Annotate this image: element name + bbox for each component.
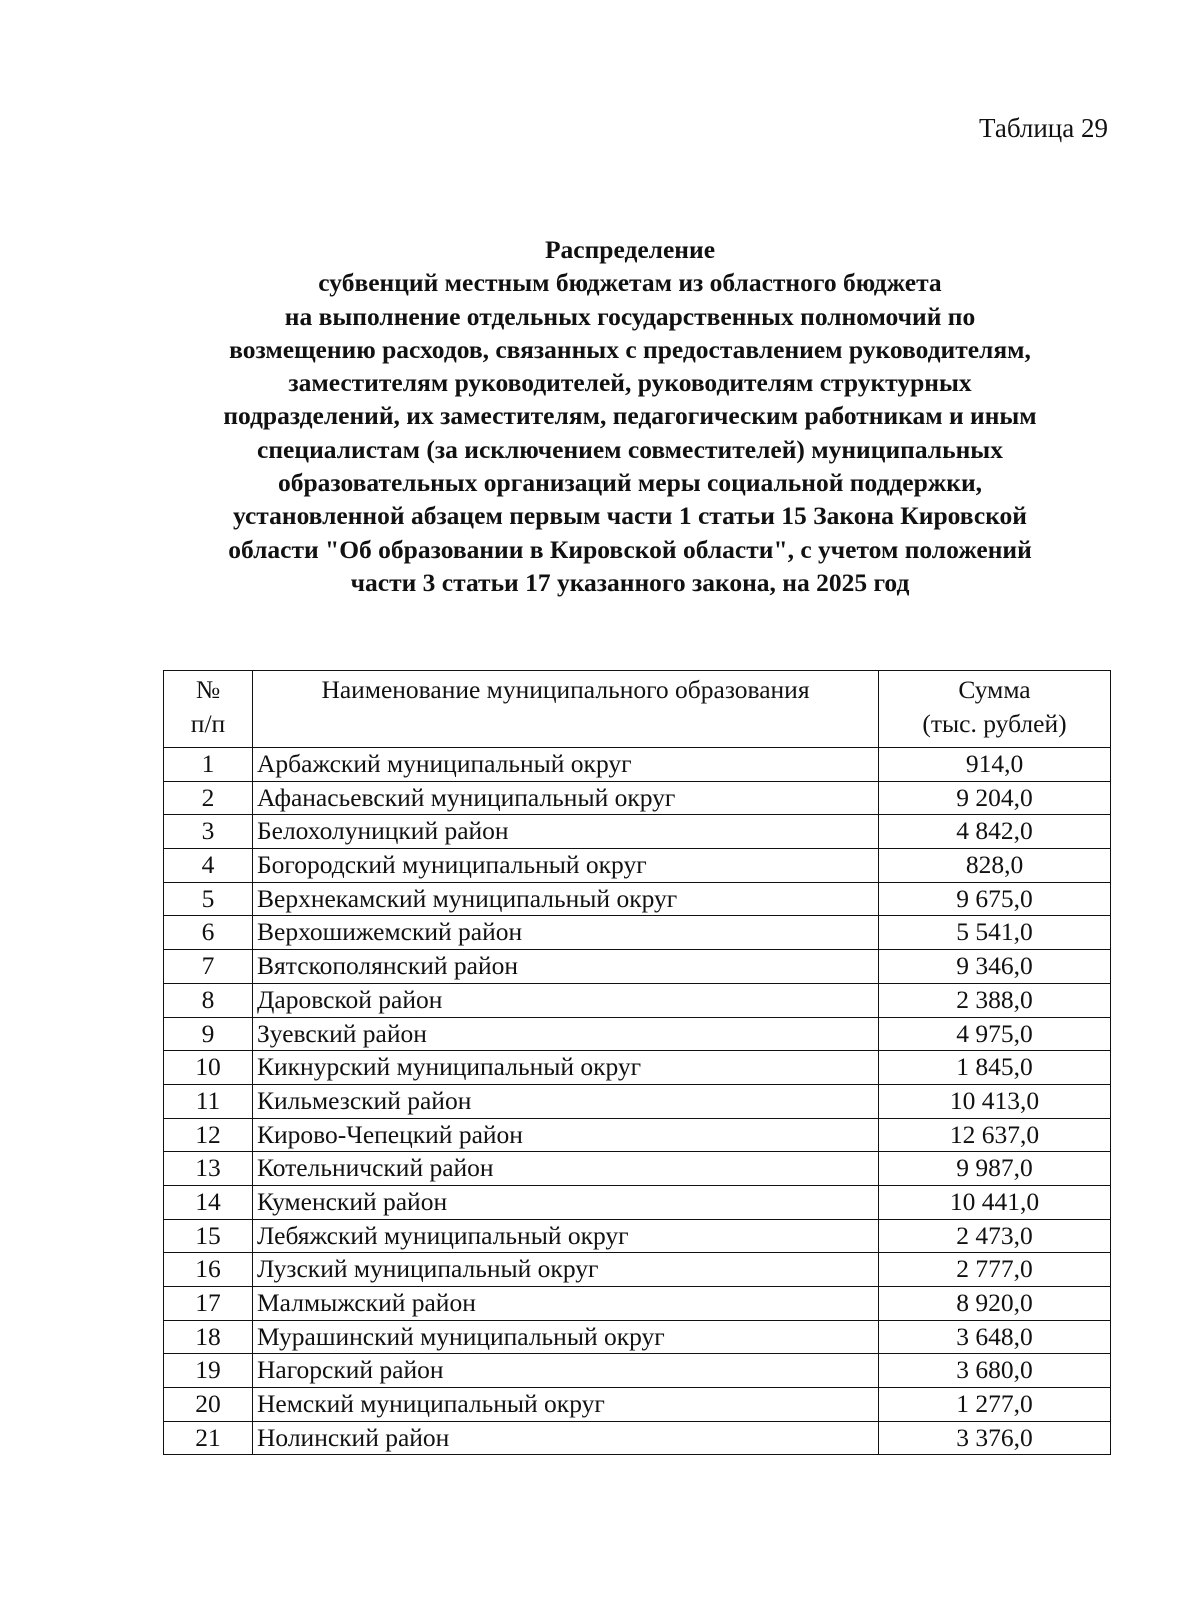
table-row <box>164 781 1111 815</box>
municipality-name: Вятскополянский район <box>253 950 879 984</box>
column-header-name: Наименование муниципального образования <box>253 671 879 748</box>
title-line: специалистам (за исключением совместителей) муниципальных <box>257 434 1003 464</box>
municipality-name: Белохолуницкий район <box>253 815 879 849</box>
table-row <box>164 815 1111 849</box>
municipality-name: Верхнекамский муниципальный округ <box>253 882 879 916</box>
column-header-sum-line1: Сумма <box>958 675 1031 704</box>
title-line: возмещению расходов, связанных с предоставлением руководителям, <box>229 334 1031 364</box>
municipality-name: Котельничский район <box>253 1152 879 1186</box>
table-row <box>164 1388 1111 1422</box>
table-header-row <box>164 671 1111 748</box>
municipality-name: Арбажский муниципальный округ <box>253 748 879 782</box>
municipality-name: Лузский муниципальный округ <box>253 1253 879 1287</box>
row-number: 20 <box>164 1388 253 1422</box>
table-row <box>164 1152 1111 1186</box>
column-header-sum-line2: (тыс. рублей) <box>922 709 1067 738</box>
municipality-name: Зуевский район <box>253 1017 879 1051</box>
row-number: 12 <box>164 1118 253 1152</box>
subvention-sum: 1 845,0 <box>879 1051 1111 1085</box>
table-row <box>164 1320 1111 1354</box>
row-number: 3 <box>164 815 253 849</box>
title-line: заместителям руководителей, руководителям структурных <box>288 368 972 398</box>
row-number: 9 <box>164 1017 253 1051</box>
title-line: Распределение <box>544 235 716 264</box>
table-row <box>164 950 1111 984</box>
row-number: 16 <box>164 1253 253 1287</box>
municipality-name: Верхошижемский район <box>253 916 879 950</box>
municipality-name: Нолинский район <box>253 1421 879 1455</box>
subvention-sum: 3 648,0 <box>879 1320 1111 1354</box>
table-row <box>164 916 1111 950</box>
municipality-name: Куменский район <box>253 1185 879 1219</box>
subvention-sum: 10 413,0 <box>879 1084 1111 1118</box>
row-number: 7 <box>164 950 253 984</box>
municipality-name: Кирово-Чепецкий район <box>253 1118 879 1152</box>
subvention-sum: 828,0 <box>879 849 1111 883</box>
table-row <box>164 1084 1111 1118</box>
table-row <box>164 1219 1111 1253</box>
subvention-sum: 8 920,0 <box>879 1287 1111 1321</box>
title-line: области "Об образовании в Кировской области", с учетом положений <box>228 534 1032 564</box>
subvention-sum: 5 541,0 <box>879 916 1111 950</box>
row-number: 15 <box>164 1219 253 1253</box>
municipality-name: Лебяжский муниципальный округ <box>253 1219 879 1253</box>
table-row <box>164 1354 1111 1388</box>
table-row <box>164 849 1111 883</box>
row-number: 10 <box>164 1051 253 1085</box>
subvention-sum: 9 675,0 <box>879 882 1111 916</box>
municipality-name: Кильмезский район <box>253 1084 879 1118</box>
municipality-name: Кикнурский муниципальный округ <box>253 1051 879 1085</box>
table-row <box>164 1287 1111 1321</box>
subvention-sum: 2 473,0 <box>879 1219 1111 1253</box>
subvention-sum: 10 441,0 <box>879 1185 1111 1219</box>
row-number: 13 <box>164 1152 253 1186</box>
column-header-number-line2: п/п <box>190 709 226 738</box>
subvention-sum: 9 987,0 <box>879 1152 1111 1186</box>
table-row <box>164 1421 1111 1455</box>
title-line: подразделений, их заместителям, педагогическим работникам и иным <box>223 401 1037 431</box>
row-number: 4 <box>164 849 253 883</box>
column-header-number-line1: № <box>195 675 221 704</box>
table-row <box>164 983 1111 1017</box>
municipality-name: Малмыжский район <box>253 1287 879 1321</box>
subvention-table <box>163 670 1111 1455</box>
table-body <box>164 748 1111 1455</box>
subvention-sum: 12 637,0 <box>879 1118 1111 1152</box>
table-number: Таблица 29 <box>979 113 1108 143</box>
title-line: части 3 статьи 17 указанного закона, на 2025 год <box>350 567 910 597</box>
subvention-sum: 4 842,0 <box>879 815 1111 849</box>
subvention-sum: 9 346,0 <box>879 950 1111 984</box>
column-header-sum <box>879 671 1111 748</box>
subvention-sum: 2 777,0 <box>879 1253 1111 1287</box>
table-row <box>164 1185 1111 1219</box>
municipality-name: Нагорский район <box>253 1354 879 1388</box>
column-header-number <box>164 671 253 748</box>
title-line: образовательных организаций меры социальной поддержки, <box>277 468 983 498</box>
table-row <box>164 1118 1111 1152</box>
row-number: 19 <box>164 1354 253 1388</box>
subvention-sum: 9 204,0 <box>879 781 1111 815</box>
table-row <box>164 882 1111 916</box>
subvention-sum: 4 975,0 <box>879 1017 1111 1051</box>
subvention-sum: 2 388,0 <box>879 983 1111 1017</box>
table-row <box>164 1017 1111 1051</box>
row-number: 18 <box>164 1320 253 1354</box>
municipality-name: Афанасьевский муниципальный округ <box>253 781 879 815</box>
row-number: 6 <box>164 916 253 950</box>
row-number: 17 <box>164 1287 253 1321</box>
row-number: 2 <box>164 781 253 815</box>
title-line: на выполнение отдельных государственных полномочий по <box>284 301 976 331</box>
municipality-name: Мурашинский муниципальный округ <box>253 1320 879 1354</box>
row-number: 8 <box>164 983 253 1017</box>
subvention-sum: 1 277,0 <box>879 1388 1111 1422</box>
subvention-sum: 3 376,0 <box>879 1421 1111 1455</box>
row-number: 21 <box>164 1421 253 1455</box>
subvention-sum: 914,0 <box>879 748 1111 782</box>
row-number: 5 <box>164 882 253 916</box>
municipality-name: Даровской район <box>253 983 879 1017</box>
table-row <box>164 1051 1111 1085</box>
subvention-sum: 3 680,0 <box>879 1354 1111 1388</box>
title-line: установленной абзацем первым части 1 статьи 15 Закона Кировской <box>233 501 1027 531</box>
table-row <box>164 1253 1111 1287</box>
table-row <box>164 748 1111 782</box>
municipality-name: Богородский муниципальный округ <box>253 849 879 883</box>
row-number: 14 <box>164 1185 253 1219</box>
document-title <box>150 233 1110 599</box>
row-number: 1 <box>164 748 253 782</box>
municipality-name: Немский муниципальный округ <box>253 1388 879 1422</box>
row-number: 11 <box>164 1084 253 1118</box>
title-line: субвенций местным бюджетам из областного бюджета <box>318 268 942 298</box>
